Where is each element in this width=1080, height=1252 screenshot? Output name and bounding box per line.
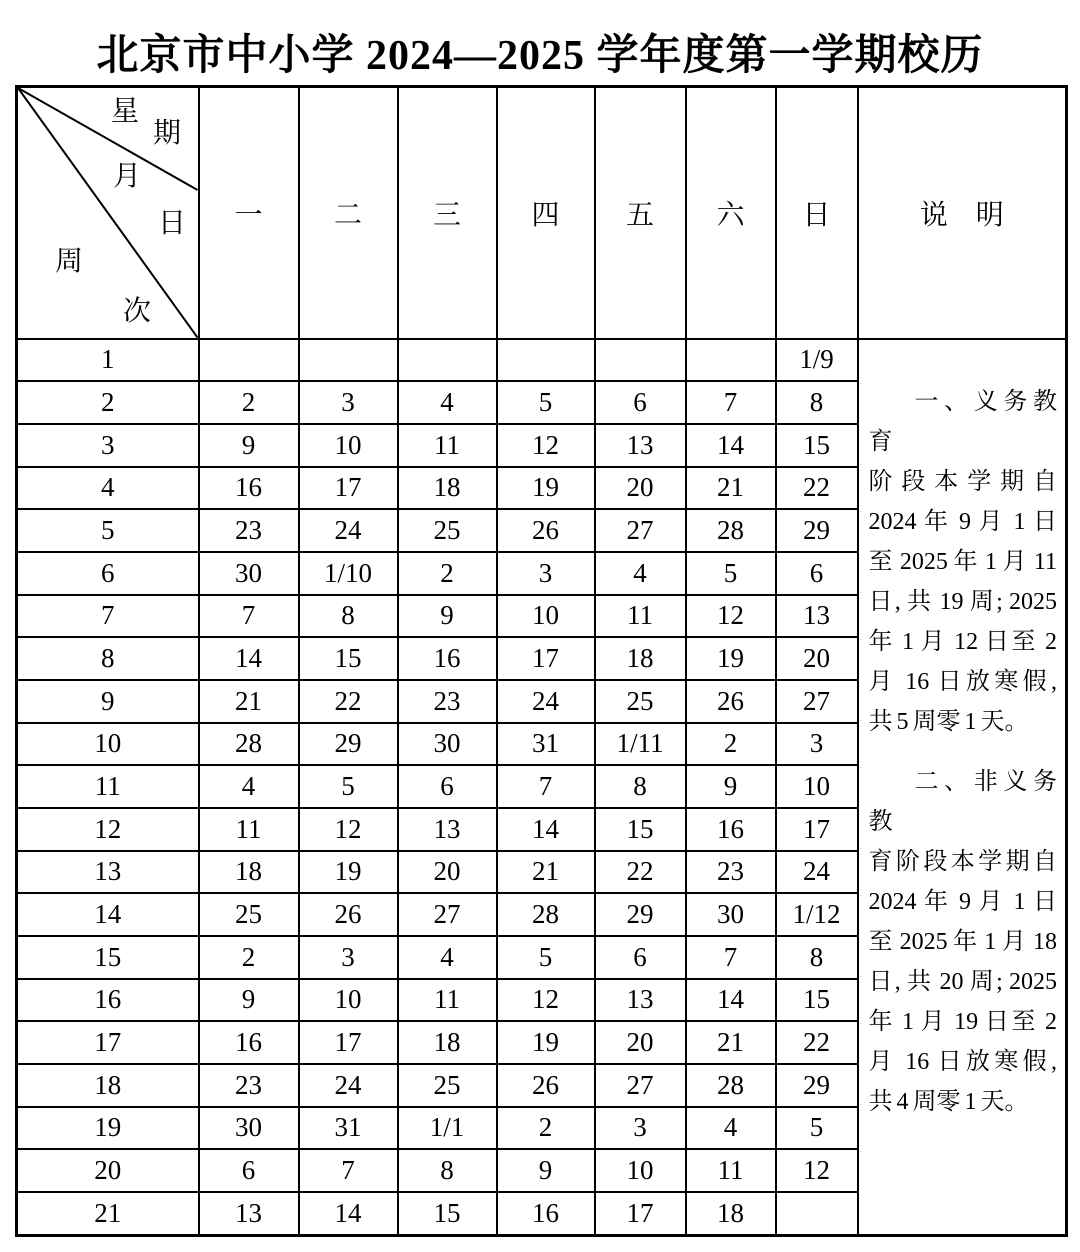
note-line: 一、义务教育 (868, 388, 1057, 455)
day-cell: 15 (595, 808, 686, 851)
day-cell: 6 (595, 381, 686, 424)
day-cell: 20 (595, 467, 686, 510)
corner-header-cell (17, 87, 199, 339)
day-cell: 21 (199, 680, 299, 723)
day-cell: 21 (497, 851, 595, 894)
day-cell: 27 (776, 680, 858, 723)
day-cell (595, 339, 686, 382)
day-cell (686, 339, 776, 382)
week-number-cell: 19 (17, 1107, 199, 1150)
day-cell: 3 (595, 1107, 686, 1150)
day-cell: 13 (398, 808, 497, 851)
day-cell: 23 (199, 509, 299, 552)
day-cell: 16 (686, 808, 776, 851)
day-cell: 31 (497, 723, 595, 766)
day-cell: 26 (686, 680, 776, 723)
day-cell: 26 (299, 893, 398, 936)
day-cell: 24 (776, 851, 858, 894)
day-cell: 27 (595, 509, 686, 552)
day-cell: 28 (686, 1064, 776, 1107)
day-cell: 15 (299, 637, 398, 680)
day-header-cell: 一 (199, 87, 299, 339)
day-cell: 19 (299, 851, 398, 894)
day-cell: 29 (299, 723, 398, 766)
day-cell: 13 (776, 595, 858, 638)
day-header-cell: 四 (497, 87, 595, 339)
note-line: 共 4 周零 1 天。 (868, 1088, 1029, 1115)
day-cell: 7 (299, 1149, 398, 1192)
day-cell: 26 (497, 509, 595, 552)
day-cell: 23 (199, 1064, 299, 1107)
note-paragraph (869, 762, 1058, 1122)
notes-column-header: 说 明 (858, 87, 1067, 339)
week-number-cell: 17 (17, 1021, 199, 1064)
day-cell: 11 (595, 595, 686, 638)
day-cell: 13 (595, 424, 686, 467)
day-cell: 29 (776, 509, 858, 552)
corner-label-weekday-char1: 星 (111, 96, 140, 127)
day-cell: 16 (497, 1192, 595, 1236)
corner-label-week-char2: 次 (123, 296, 152, 327)
note-line: 阶段本学期自 (868, 468, 1057, 495)
day-cell: 9 (686, 765, 776, 808)
day-cell: 9 (497, 1149, 595, 1192)
header-row (17, 87, 1067, 339)
day-cell: 29 (776, 1064, 858, 1107)
day-cell: 2 (686, 723, 776, 766)
day-cell: 16 (199, 467, 299, 510)
day-cell (199, 339, 299, 382)
day-cell: 2 (199, 936, 299, 979)
day-cell: 20 (595, 1021, 686, 1064)
day-cell: 21 (686, 1021, 776, 1064)
day-cell: 17 (299, 467, 398, 510)
day-cell: 20 (398, 851, 497, 894)
day-cell: 27 (398, 893, 497, 936)
day-cell: 7 (497, 765, 595, 808)
day-cell: 25 (398, 509, 497, 552)
day-cell: 4 (686, 1107, 776, 1150)
day-cell: 17 (776, 808, 858, 851)
day-header-cell: 日 (776, 87, 858, 339)
day-cell: 8 (299, 595, 398, 638)
day-cell: 11 (398, 424, 497, 467)
corner-label-weekday-char2: 期 (153, 118, 182, 149)
day-cell: 23 (686, 851, 776, 894)
day-header-cell: 五 (595, 87, 686, 339)
calendar-body (17, 339, 1067, 1236)
day-cell: 24 (299, 509, 398, 552)
day-cell: 9 (199, 979, 299, 1022)
day-header-cell: 二 (299, 87, 398, 339)
day-cell: 6 (398, 765, 497, 808)
day-cell: 19 (686, 637, 776, 680)
notes-cell (858, 339, 1067, 1236)
day-cell: 1/11 (595, 723, 686, 766)
day-cell: 10 (299, 424, 398, 467)
corner-label-date-char1: 月 (113, 161, 142, 192)
day-cell: 26 (497, 1064, 595, 1107)
day-cell: 15 (776, 424, 858, 467)
day-cell: 17 (299, 1021, 398, 1064)
day-cell: 18 (199, 851, 299, 894)
day-cell: 29 (595, 893, 686, 936)
day-cell: 30 (398, 723, 497, 766)
day-cell: 16 (398, 637, 497, 680)
day-cell: 19 (497, 467, 595, 510)
day-cell: 21 (686, 467, 776, 510)
week-number-cell: 8 (17, 637, 199, 680)
day-cell: 6 (595, 936, 686, 979)
note-line: 2024 年 9 月 1 日 (868, 888, 1057, 915)
day-cell: 8 (776, 936, 858, 979)
week-number-cell: 13 (17, 851, 199, 894)
week-number-cell: 7 (17, 595, 199, 638)
day-cell: 25 (398, 1064, 497, 1107)
day-cell: 5 (299, 765, 398, 808)
day-cell: 4 (595, 552, 686, 595)
day-cell: 10 (776, 765, 858, 808)
day-cell: 5 (776, 1107, 858, 1150)
note-line: 年 1 月 12 日至 2 (868, 628, 1057, 655)
note-line: 二、非义务教 (868, 768, 1057, 835)
day-cell: 12 (497, 979, 595, 1022)
week-number-cell: 20 (17, 1149, 199, 1192)
note-line: 2024 年 9 月 1 日 (868, 508, 1057, 535)
day-cell: 16 (199, 1021, 299, 1064)
day-cell: 17 (595, 1192, 686, 1236)
day-cell: 3 (299, 381, 398, 424)
day-cell (398, 339, 497, 382)
day-cell: 2 (398, 552, 497, 595)
day-cell: 6 (776, 552, 858, 595)
week-number-cell: 14 (17, 893, 199, 936)
week-number-cell: 16 (17, 979, 199, 1022)
day-cell: 14 (686, 424, 776, 467)
day-cell: 5 (497, 936, 595, 979)
day-cell: 14 (686, 979, 776, 1022)
note-paragraph (869, 382, 1058, 742)
day-cell: 18 (398, 467, 497, 510)
week-number-cell: 6 (17, 552, 199, 595)
day-cell: 7 (686, 381, 776, 424)
day-cell: 24 (299, 1064, 398, 1107)
day-header-cell: 三 (398, 87, 497, 339)
day-cell: 10 (595, 1149, 686, 1192)
day-cell: 23 (398, 680, 497, 723)
day-cell: 4 (398, 936, 497, 979)
day-cell: 25 (595, 680, 686, 723)
day-cell: 30 (199, 552, 299, 595)
day-cell: 11 (398, 979, 497, 1022)
week-number-cell: 21 (17, 1192, 199, 1236)
day-cell: 17 (497, 637, 595, 680)
day-cell: 18 (686, 1192, 776, 1236)
day-cell: 12 (776, 1149, 858, 1192)
day-cell: 12 (299, 808, 398, 851)
day-cell: 14 (497, 808, 595, 851)
day-cell: 8 (595, 765, 686, 808)
week-number-cell: 15 (17, 936, 199, 979)
day-cell: 20 (776, 637, 858, 680)
day-cell: 12 (497, 424, 595, 467)
day-cell (776, 1192, 858, 1236)
day-cell: 5 (686, 552, 776, 595)
week-number-cell: 9 (17, 680, 199, 723)
day-cell: 24 (497, 680, 595, 723)
day-cell: 7 (686, 936, 776, 979)
week-number-cell: 18 (17, 1064, 199, 1107)
day-cell: 5 (497, 381, 595, 424)
day-cell: 9 (199, 424, 299, 467)
day-cell: 28 (497, 893, 595, 936)
week-number-cell: 11 (17, 765, 199, 808)
week-number-cell: 10 (17, 723, 199, 766)
week-number-cell: 12 (17, 808, 199, 851)
day-cell: 15 (398, 1192, 497, 1236)
day-cell: 13 (199, 1192, 299, 1236)
day-cell: 3 (299, 936, 398, 979)
note-line: 日, 共 20 周; 2025 (868, 968, 1057, 995)
day-cell: 14 (199, 637, 299, 680)
day-cell: 15 (776, 979, 858, 1022)
week-number-cell: 4 (17, 467, 199, 510)
day-cell: 2 (199, 381, 299, 424)
week-row (17, 339, 1067, 382)
day-cell: 4 (199, 765, 299, 808)
day-cell: 22 (776, 1021, 858, 1064)
day-cell: 22 (776, 467, 858, 510)
day-cell: 1/1 (398, 1107, 497, 1150)
day-cell: 4 (398, 381, 497, 424)
day-cell: 10 (497, 595, 595, 638)
day-cell: 7 (199, 595, 299, 638)
note-line: 年 1 月 19 日至 2 (868, 1008, 1057, 1035)
day-cell: 22 (595, 851, 686, 894)
week-number-cell: 1 (17, 339, 199, 382)
week-number-cell: 2 (17, 381, 199, 424)
corner-label-date-char2: 日 (158, 208, 187, 239)
day-cell: 19 (497, 1021, 595, 1064)
day-cell: 30 (686, 893, 776, 936)
day-cell: 30 (199, 1107, 299, 1150)
day-header-cell: 六 (686, 87, 776, 339)
corner-label-week-char1: 周 (55, 246, 84, 277)
day-cell: 12 (686, 595, 776, 638)
note-line: 至 2025 年 1 月 18 (868, 928, 1057, 955)
day-cell: 14 (299, 1192, 398, 1236)
day-cell: 3 (776, 723, 858, 766)
day-cell: 1/9 (776, 339, 858, 382)
note-line: 育阶段本学期自 (868, 848, 1057, 875)
day-cell: 22 (299, 680, 398, 723)
day-cell: 31 (299, 1107, 398, 1150)
day-cell: 10 (299, 979, 398, 1022)
day-cell (299, 339, 398, 382)
day-cell: 1/10 (299, 552, 398, 595)
note-line: 共 5 周零 1 天。 (868, 708, 1029, 735)
day-cell: 3 (497, 552, 595, 595)
day-cell: 8 (776, 381, 858, 424)
calendar-table (15, 85, 1068, 1237)
day-cell: 8 (398, 1149, 497, 1192)
week-number-cell: 5 (17, 509, 199, 552)
day-cell: 18 (398, 1021, 497, 1064)
day-cell: 9 (398, 595, 497, 638)
note-line: 月 16 日放寒假, (868, 668, 1057, 695)
day-cell: 28 (686, 509, 776, 552)
day-cell: 2 (497, 1107, 595, 1150)
day-cell: 27 (595, 1064, 686, 1107)
note-line: 至 2025 年 1 月 11 (868, 548, 1057, 575)
day-cell: 6 (199, 1149, 299, 1192)
day-cell: 13 (595, 979, 686, 1022)
page-title: 北京市中小学 2024—2025 学年度第一学期校历 (96, 33, 984, 79)
note-line: 月 16 日放寒假, (868, 1048, 1057, 1075)
day-cell: 18 (595, 637, 686, 680)
note-line: 日, 共 19 周; 2025 (868, 588, 1057, 615)
day-cell (497, 339, 595, 382)
day-cell: 25 (199, 893, 299, 936)
day-cell: 11 (199, 808, 299, 851)
day-cell: 28 (199, 723, 299, 766)
week-number-cell: 3 (17, 424, 199, 467)
day-cell: 1/12 (776, 893, 858, 936)
day-cell: 11 (686, 1149, 776, 1192)
